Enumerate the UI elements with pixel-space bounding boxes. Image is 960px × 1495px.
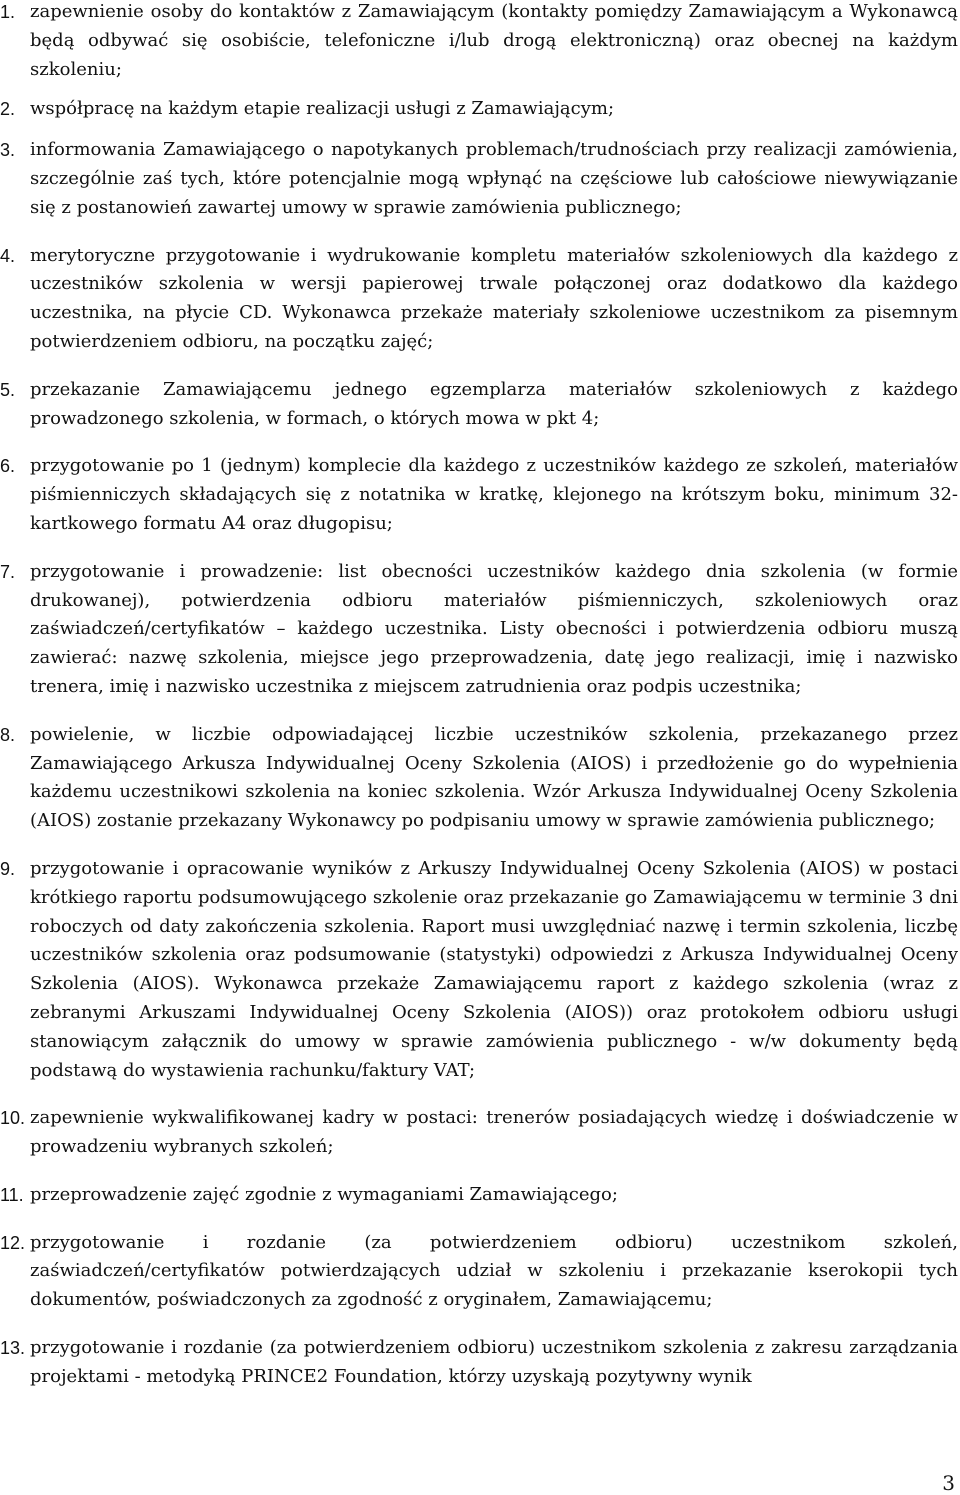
item-number: 4. <box>0 245 16 266</box>
list-item <box>0 136 958 222</box>
item-number: 12. <box>0 1232 26 1253</box>
item-text: przeprowadzenie zajęć zgodnie z wymaganiami Zamawiającego; <box>30 1183 618 1205</box>
item-text: przygotowanie i prowadzenie: list obecności uczestników każdego dnia szkolenia (w formie drukowanej), potwierdzenia odbioru materiałów piśmienniczych, szkoleniowych oraz zaświadczeń/certyfikatów – każdego uczestnika. Listy obecności i potwierdzenia odbioru muszą zawierać: nazwę szkolenia, miejsce jego przeprowadzenia, datę jego realizacji, imię i nazwisko trenera, imię i nazwisko uczestnika z miejscem zatrudnienia oraz podpis uczestnika; <box>30 560 958 697</box>
item-number: 7. <box>0 561 16 582</box>
item-text: przygotowanie po 1 (jednym) komplecie dla każdego z uczestników każdego ze szkoleń, materiałów piśmienniczych składających się z notatnika w kratkę, klejonego na krótszym boku, minimum 32-kartkowego formatu A4 oraz długopisu; <box>30 455 958 534</box>
list-item <box>0 242 958 357</box>
list-item <box>0 855 958 1085</box>
list-item <box>0 1334 958 1392</box>
list-item <box>0 721 958 836</box>
list-item <box>0 95 958 124</box>
item-text: przygotowanie i opracowanie wyników z Arkuszy Indywidualnej Oceny Szkolenia (AIOS) w postaci krótkiego raportu podsumowującego szkolenie oraz przekazanie go Zamawiającemu w terminie 3 dni roboczych od daty zakończenia szkolenia. Raport musi uwzględniać nazwę i termin szkolenia, liczbę uczestników szkolenia oraz podsumowanie (statystyki) odpowiedzi z Arkusza Indywidualnej Oceny Szkolenia (AIOS). Wykonawca przekaże Zamawiającemu raport z każdego szkolenia (wraz z zebranymi Arkuszami Indywidualnej Oceny Szkolenia (AIOS)) oraz protokołem odbioru usługi stanowiącym załącznik do umowy w sprawie zamówienia publicznego - w/w dokumenty będą podstawą do wystawienia rachunku/faktury VAT; <box>30 857 958 1081</box>
list-item <box>0 558 958 702</box>
item-text: powielenie, w liczbie odpowiadającej liczbie uczestników szkolenia, przekazanego przez Zamawiającego Arkusza Indywidualnej Oceny Szkolenia (AIOS) i przedłożenie go do wypełnienia każdemu uczestnikowi szkolenia na koniec szkolenia. Wzór Arkusza Indywidualnej Oceny Szkolenia (AIOS) zostanie przekazany Wykonawcy po podpisaniu umowy w sprawie zamówienia publicznego; <box>30 723 958 832</box>
item-text: przekazanie Zamawiającemu jednego egzemplarza materiałów szkoleniowych z każdego prowadzonego szkolenia, w formach, o których mowa w pkt 4; <box>30 378 958 429</box>
item-number: 1. <box>0 2 16 22</box>
item-number: 9. <box>0 858 16 879</box>
item-number: 13. <box>0 1338 26 1359</box>
item-number: 11. <box>0 1184 24 1205</box>
list-item <box>0 376 958 434</box>
item-text: informowania Zamawiającego o napotykanych problemach/trudnościach przy realizacji zamówienia, szczególnie zaś tych, które potencjalnie mogą wpłynąć na częściowe lub całościowe niewywiązanie się z postanowień zawartej umowy w sprawie zamówienia publicznego; <box>30 139 958 218</box>
list-item <box>0 452 958 538</box>
list-item <box>0 1181 958 1210</box>
item-text: współpracę na każdym etapie realizacji usługi z Zamawiającym; <box>30 98 615 120</box>
item-number: 6. <box>0 456 16 477</box>
item-text: merytoryczne przygotowanie i wydrukowanie kompletu materiałów szkoleniowych dla każdego z uczestników szkolenia w wersji papierowej trwale połączonej oraz dodatkowo dla każdego uczestnika, na płycie CD. Wykonawca przekaże materiały szkoleniowe uczestnikom za pisemnym potwierdzeniem odbioru, na początku zajęć; <box>30 244 958 352</box>
item-number: 8. <box>0 724 16 745</box>
page-number: 3 <box>942 1471 955 1495</box>
list-item <box>0 0 958 84</box>
list-item <box>0 1104 958 1162</box>
item-text: zapewnienie osoby do kontaktów z Zamawiającym (kontakty pomiędzy Zamawiającym a Wykonawcą będą odbywać się osobiście, telefoniczne i/lub drogą elektroniczną) oraz obecnej na każdym szkoleniu; <box>30 1 958 80</box>
item-text: zapewnienie wykwalifikowanej kadry w postaci: trenerów posiadających wiedzę i doświadczenie w prowadzeniu wybranych szkoleń; <box>30 1107 958 1158</box>
item-number: 10. <box>0 1108 26 1129</box>
item-text: przygotowanie i rozdanie (za potwierdzeniem odbioru) uczestnikom szkoleń, zaświadczeń/certyfikatów potwierdzających udział w szkoleniu i przekazanie kserokopii tych dokumentów, poświadczonych za zgodność z oryginałem, Zamawiającemu; <box>30 1231 958 1311</box>
list-item <box>0 1229 958 1315</box>
item-number: 2. <box>0 99 16 120</box>
item-text: przygotowanie i rozdanie (za potwierdzeniem odbioru) uczestnikom szkolenia z zakresu zarządzania projektami - metodyką PRINCE2 Foundation, którzy uzyskają pozytywny wynik <box>30 1337 958 1387</box>
item-number: 3. <box>0 140 16 161</box>
item-number: 5. <box>0 379 16 400</box>
